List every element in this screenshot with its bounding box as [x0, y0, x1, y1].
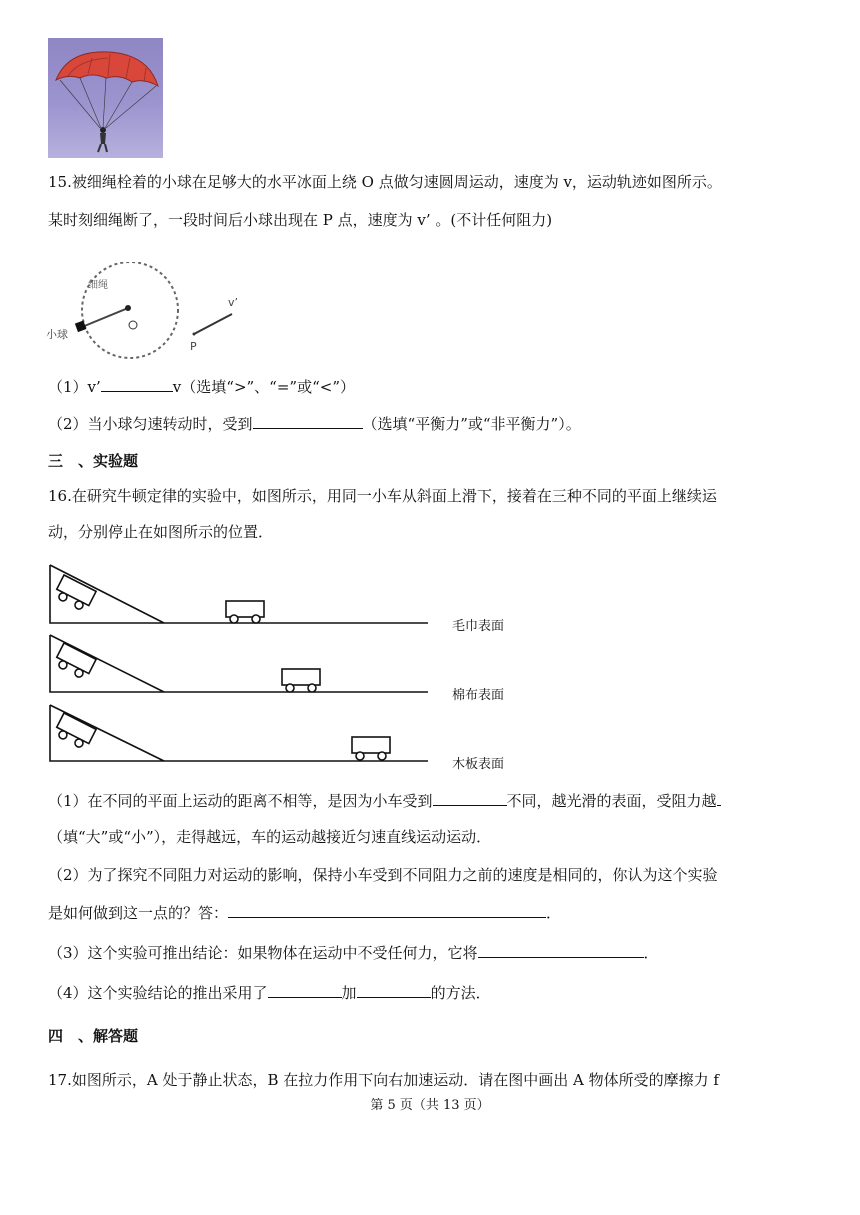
ball-label: 小球: [46, 328, 68, 341]
q16-line1: 16.在研究牛顿定律的实验中，如图所示，用同一小车从斜面上滑下，接着在三种不同的平面上继续运: [48, 487, 717, 505]
answer-blank[interactable]: [717, 791, 721, 806]
answer-blank[interactable]: [433, 791, 507, 806]
q15-sub1: （1）v’ v（选填“>”、“=”或“<”）: [48, 378, 355, 396]
q16-line2: 动，分别停止在如图所示的位置．: [48, 523, 274, 541]
incline-experiment-figure: [46, 555, 526, 775]
center-label: [130, 316, 131, 317]
answer-blank[interactable]: [478, 943, 644, 958]
circular-motion-figure: [44, 262, 274, 362]
page-footer: 第 5 页（共 13 页）: [370, 1098, 490, 1113]
rope-label: 细绳: [88, 280, 108, 291]
q16-sub2-line1: （2）为了探究不同阻力对运动的影响，保持小车受到不同阻力之前的速度是相同的，你认为这个实验: [48, 866, 718, 884]
q15-sub2: （2）当小球匀速转动时，受到 （选填“平衡力”或“非平衡力”）。: [48, 415, 581, 433]
q16-sub3: （3）这个实验可推出结论：如果物体在运动中不受任何力，它将 ．: [48, 944, 659, 962]
section-title: 三 、实验题: [48, 452, 139, 470]
q15-line2: 某时刻细绳断了，一段时间后小球出现在 P 点，速度为 v’ 。(不计任何阻力): [48, 211, 553, 229]
answer-blank[interactable]: [228, 903, 546, 918]
q15-line1: 15.被细绳栓着的小球在足够大的水平冰面上绕 O 点做匀速圆周运动，速度为 v，运动轨迹如图所示。: [48, 173, 722, 191]
answer-blank[interactable]: [253, 414, 363, 429]
point-p-label: P: [190, 340, 197, 353]
answer-blank[interactable]: [268, 983, 342, 998]
q16-sub4: （4）这个实验结论的推出采用了 加 的方法．: [48, 984, 491, 1002]
answer-blank[interactable]: [357, 983, 431, 998]
q17-line1: 17.如图所示，A 处于静止状态，B 在拉力作用下向右加速运动．请在图中画出 A 物体所受的摩擦力 f: [48, 1071, 719, 1089]
q16-sub2-line2: 是如何做到这一点的？答： ．: [48, 904, 562, 922]
surface-label-wood: 木板表面: [452, 757, 505, 772]
section-title: 四 、解答题: [48, 1027, 139, 1045]
surface-label-towel: 毛巾表面: [452, 619, 505, 634]
q16-sub1: （1）在不同的平面上运动的距离不相等，是因为小车受到 不同，越光滑的表面，受阻力越: [48, 791, 721, 811]
q16-sub1-line2: （填“大”或“小”），走得越远，车的运动越接近匀速直线运动运动．: [48, 828, 492, 846]
surface-label-cotton: 棉布表面: [452, 688, 505, 703]
parachute-photo: [48, 38, 163, 158]
velocity-label: v’: [228, 296, 239, 309]
answer-blank[interactable]: [101, 377, 173, 392]
